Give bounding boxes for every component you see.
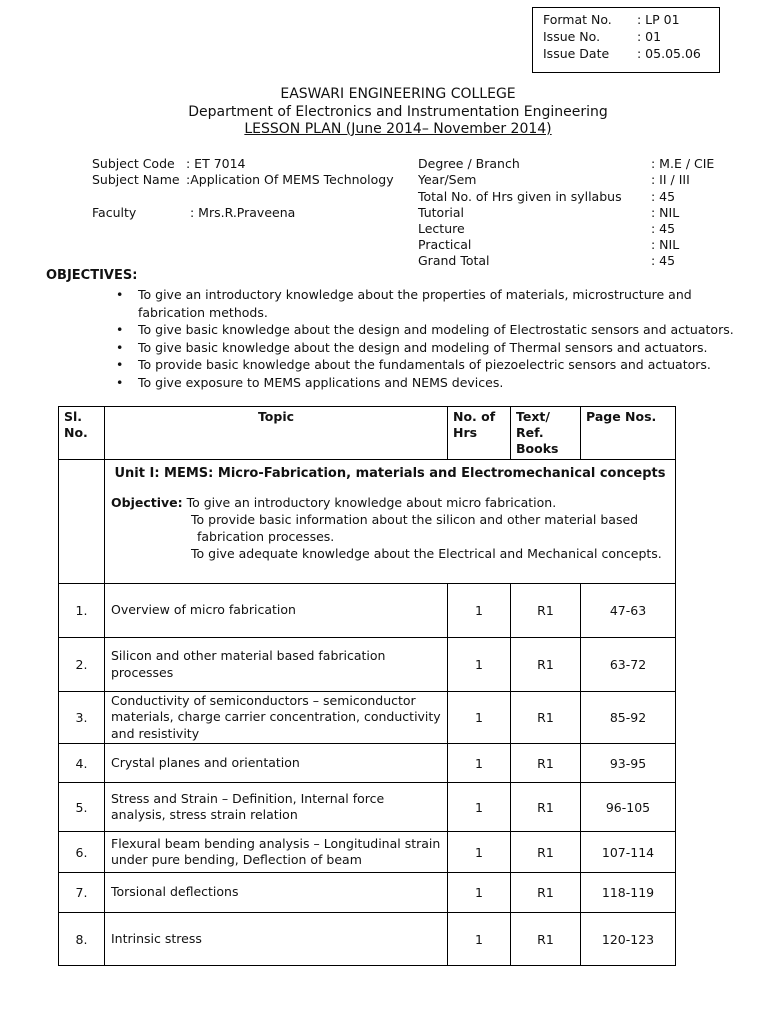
row-book: R1 bbox=[511, 638, 581, 692]
row-book: R1 bbox=[511, 832, 581, 873]
issue-no-value: : 01 bbox=[637, 29, 662, 44]
objective-text: To give an introductory knowledge about the properties of materials, microstructure and fabrication methods. bbox=[138, 287, 692, 320]
row-hrs: 1 bbox=[448, 744, 511, 783]
bullet-icon: • bbox=[116, 287, 124, 302]
tutorial-label: Tutorial bbox=[418, 205, 464, 220]
objective-item bbox=[114, 321, 754, 339]
row-hrs: 1 bbox=[448, 913, 511, 966]
issue-date-label: Issue Date bbox=[543, 46, 610, 61]
table-row bbox=[59, 832, 676, 873]
unit-objective-text-3: fabrication processes. bbox=[197, 529, 335, 544]
objectives-list bbox=[114, 286, 754, 392]
row-book: R1 bbox=[511, 692, 581, 744]
row-topic: Flexural beam bending analysis – Longitudinal strain under pure bending, Deflection of beam bbox=[105, 832, 448, 873]
table-row bbox=[59, 638, 676, 692]
college-name: EASWARI ENGINEERING COLLEGE bbox=[280, 86, 516, 102]
header-topic: Topic bbox=[105, 407, 448, 460]
row-sl-no: 6. bbox=[59, 832, 105, 873]
format-no-value: : LP 01 bbox=[637, 12, 680, 27]
unit-objective bbox=[111, 494, 669, 562]
table-row bbox=[59, 783, 676, 832]
row-hrs: 1 bbox=[448, 638, 511, 692]
subject-code-value: : ET 7014 bbox=[186, 156, 246, 171]
row-pages: 120-123 bbox=[581, 913, 676, 966]
unit-row bbox=[59, 460, 676, 584]
objective-item bbox=[114, 339, 754, 357]
row-topic: Torsional deflections bbox=[105, 873, 448, 913]
table-row bbox=[59, 913, 676, 966]
row-hrs: 1 bbox=[448, 783, 511, 832]
grand-total-value: : 45 bbox=[651, 253, 676, 268]
format-no-row bbox=[543, 12, 680, 27]
tutorial-value: : NIL bbox=[651, 205, 680, 220]
row-pages: 63-72 bbox=[581, 638, 676, 692]
header-pages: Page Nos. bbox=[581, 407, 676, 460]
unit-objective-text-2: To provide basic information about the silicon and other material based bbox=[191, 512, 639, 527]
table-row bbox=[59, 744, 676, 783]
row-book: R1 bbox=[511, 873, 581, 913]
format-no-label: Format No. bbox=[543, 12, 612, 27]
lecture-value: : 45 bbox=[651, 221, 676, 236]
objectives-heading: OBJECTIVES: bbox=[46, 268, 138, 283]
unit-objective-text-4: To give adequate knowledge about the Electrical and Mechanical concepts. bbox=[191, 546, 662, 561]
header-sl-no: Sl. No. bbox=[59, 407, 105, 460]
lesson-plan-table bbox=[58, 406, 676, 966]
row-hrs: 1 bbox=[448, 584, 511, 638]
row-topic: Silicon and other material based fabrication processes bbox=[105, 638, 448, 692]
faculty-value: : Mrs.R.Praveena bbox=[190, 205, 296, 220]
bullet-icon: • bbox=[116, 322, 124, 338]
degree-branch-label: Degree / Branch bbox=[418, 156, 520, 171]
department-name: Department of Electronics and Instrumentation Engineering bbox=[188, 104, 608, 120]
year-sem-label: Year/Sem bbox=[418, 172, 477, 187]
table-row bbox=[59, 873, 676, 913]
lesson-plan-title: LESSON PLAN (June 2014– November 2014) bbox=[244, 121, 552, 137]
row-book: R1 bbox=[511, 783, 581, 832]
row-book: R1 bbox=[511, 913, 581, 966]
row-hrs: 1 bbox=[448, 832, 511, 873]
row-pages: 93-95 bbox=[581, 744, 676, 783]
row-sl-no: 2. bbox=[59, 638, 105, 692]
objective-text: To provide basic knowledge about the fundamentals of piezoelectric sensors and actuators. bbox=[138, 357, 711, 373]
practical-value: : NIL bbox=[651, 237, 680, 252]
unit-empty-cell bbox=[59, 460, 105, 584]
table-header-row bbox=[59, 407, 676, 460]
row-sl-no: 7. bbox=[59, 873, 105, 913]
grand-total-label: Grand Total bbox=[418, 253, 490, 268]
bullet-icon: • bbox=[116, 339, 124, 355]
row-sl-no: 3. bbox=[59, 692, 105, 744]
degree-branch-value: : M.E / CIE bbox=[651, 156, 715, 171]
lecture-label: Lecture bbox=[418, 221, 465, 236]
table-row bbox=[59, 584, 676, 638]
row-pages: 107-114 bbox=[581, 832, 676, 873]
bullet-icon: • bbox=[116, 357, 124, 373]
objective-text: To give basic knowledge about the design and modeling of Electrostatic sensors and actuators. bbox=[138, 322, 734, 338]
header-books: Text/ Ref. Books bbox=[511, 407, 581, 460]
row-sl-no: 5. bbox=[59, 783, 105, 832]
objective-item bbox=[114, 374, 754, 392]
issue-no-row bbox=[543, 29, 661, 44]
objective-text: To give basic knowledge about the design and modeling of Thermal sensors and actuators. bbox=[138, 339, 708, 355]
row-pages: 96-105 bbox=[581, 783, 676, 832]
row-pages: 47-63 bbox=[581, 584, 676, 638]
unit-title: Unit I: MEMS: Micro-Fabrication, materials and Electromechanical concepts bbox=[114, 466, 666, 481]
row-topic: Overview of micro fabrication bbox=[105, 584, 448, 638]
unit-objective-line bbox=[111, 494, 669, 511]
objective-item bbox=[114, 286, 754, 321]
row-sl-no: 1. bbox=[59, 584, 105, 638]
total-hrs-label: Total No. of Hrs given in syllabus bbox=[418, 189, 622, 204]
row-sl-no: 4. bbox=[59, 744, 105, 783]
objective-text: To give exposure to MEMS applications and NEMS devices. bbox=[138, 374, 504, 390]
row-topic: Intrinsic stress bbox=[105, 913, 448, 966]
row-pages: 85-92 bbox=[581, 692, 676, 744]
subject-name-value: :Application Of MEMS Technology bbox=[186, 172, 394, 187]
row-topic: Stress and Strain – Definition, Internal force analysis, stress strain relation bbox=[105, 783, 448, 832]
unit-cell bbox=[105, 460, 676, 584]
faculty-label: Faculty bbox=[92, 205, 137, 220]
row-hrs: 1 bbox=[448, 692, 511, 744]
total-hrs-value: : 45 bbox=[651, 189, 676, 204]
issue-date-row bbox=[543, 46, 701, 61]
header-hrs: No. of Hrs bbox=[448, 407, 511, 460]
issue-no-label: Issue No. bbox=[543, 29, 601, 44]
row-topic: Crystal planes and orientation bbox=[105, 744, 448, 783]
issue-date-value: : 05.05.06 bbox=[637, 46, 701, 61]
unit-objective-label: Objective: bbox=[111, 495, 183, 510]
subject-name-label: Subject Name bbox=[92, 172, 180, 187]
subject-code-label: Subject Code bbox=[92, 156, 175, 171]
row-topic: Conductivity of semiconductors – semiconductor materials, charge carrier concentration, conductivity and resistivity bbox=[105, 692, 448, 744]
row-sl-no: 8. bbox=[59, 913, 105, 966]
table-row bbox=[59, 692, 676, 744]
bullet-icon: • bbox=[116, 374, 124, 390]
practical-label: Practical bbox=[418, 237, 472, 252]
row-hrs: 1 bbox=[448, 873, 511, 913]
unit-objective-text-1: To give an introductory knowledge about micro fabrication. bbox=[182, 495, 557, 510]
format-box bbox=[532, 7, 720, 73]
year-sem-value: : II / III bbox=[651, 172, 690, 187]
row-book: R1 bbox=[511, 744, 581, 783]
objective-item bbox=[114, 356, 754, 374]
row-pages: 118-119 bbox=[581, 873, 676, 913]
row-book: R1 bbox=[511, 584, 581, 638]
